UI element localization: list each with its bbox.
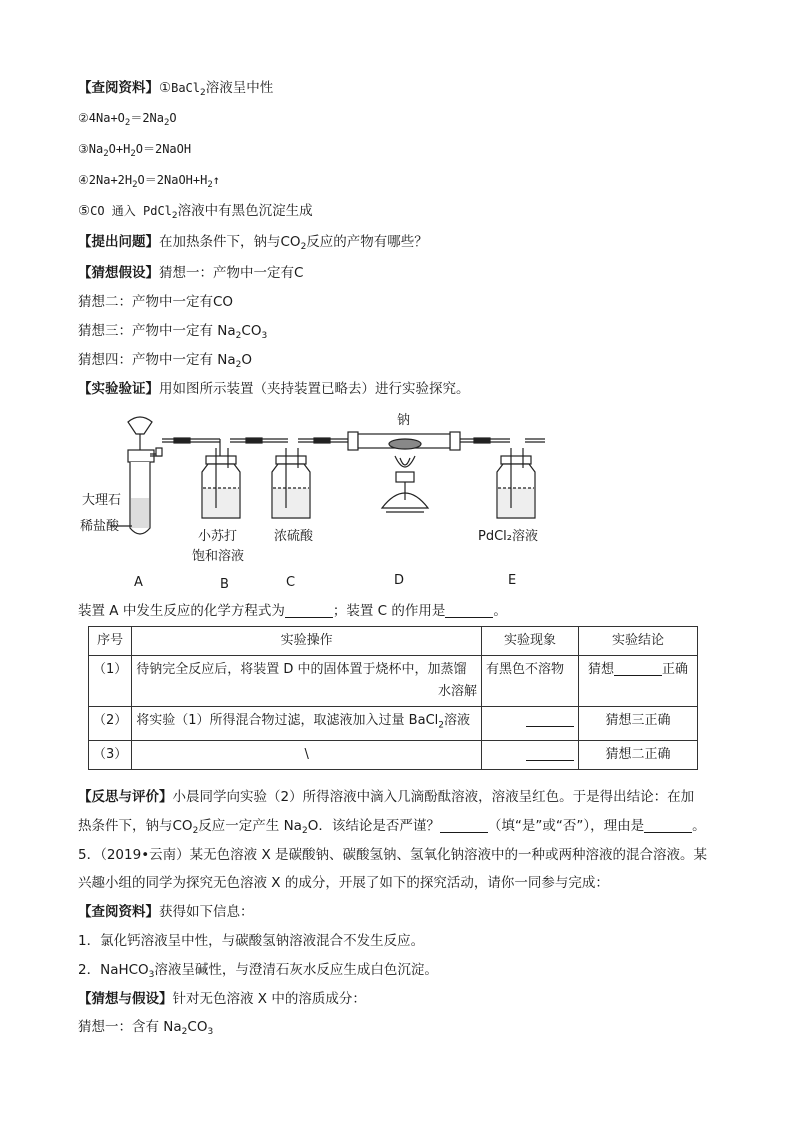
line-hypothesis <box>78 263 303 283</box>
line-experiment <box>78 379 470 399</box>
row-conclusion: 猜想二正确 <box>579 740 698 769</box>
letter-c: C <box>286 575 296 590</box>
section-heading: 【提出问题】 <box>78 234 159 250</box>
formula: ↑ <box>212 173 221 187</box>
text: 小晨同学向实验（2）所得溶液中滴入几滴酚酞溶液，溶液呈红色。于是得出结论：在加 <box>172 789 695 805</box>
text: CO <box>241 323 262 339</box>
text: 溶液呈碱性，与澄清石灰水反应生成白色沉淀。 <box>154 962 438 978</box>
formula: Na <box>88 142 104 156</box>
line-question <box>78 232 428 252</box>
bottle-c <box>272 448 310 518</box>
header-conclusion: 实验结论 <box>579 627 698 656</box>
subscript: 2 <box>438 720 444 731</box>
text: 待钠完全反应后，将装置 D 中的固体置于烧杯中，加蒸馏 <box>136 662 467 677</box>
row-conclusion <box>579 656 698 707</box>
line-info-1 <box>78 931 424 951</box>
text: 反应的产物有哪些？ <box>306 234 428 250</box>
text: 溶液 <box>444 713 471 728</box>
label-acid: 稀盐酸 <box>80 519 120 534</box>
answer-blank[interactable] <box>445 603 493 618</box>
text: 兴趣小组的同学为探究无色溶液 X 的成分，开展了如下的探究活动，请你一同参与完成： <box>78 875 609 891</box>
text: O <box>241 352 253 368</box>
row-number: （1） <box>89 656 132 707</box>
subscript: 2 <box>124 118 131 128</box>
section-heading: 【查阅资料】 <box>78 80 159 96</box>
table-row <box>89 707 698 741</box>
text: 猜想 <box>587 662 614 677</box>
formula: O＝2NaOH+H <box>137 173 208 187</box>
line-equation-3 <box>78 139 191 159</box>
header-observation: 实验现象 <box>482 627 579 656</box>
table-row <box>89 740 698 769</box>
row-conclusion: 猜想三正确 <box>579 707 698 741</box>
answer-blank[interactable] <box>614 661 662 676</box>
text: CO 通入 PdCl <box>90 204 172 218</box>
subscript: 2 <box>300 242 307 252</box>
item-number: ⑤ <box>78 203 91 219</box>
text: CO <box>187 1019 208 1035</box>
line-info-2 <box>78 960 438 980</box>
subscript: 2 <box>200 88 206 98</box>
subscript: 2 <box>164 118 170 128</box>
text: 猜想二：产物中一定有CO <box>78 294 234 310</box>
subscript: 2 <box>301 826 308 836</box>
text: 反应一定产生 Na <box>198 818 302 834</box>
text: 。 <box>493 603 507 619</box>
section-heading: 【查阅资料】 <box>78 904 159 920</box>
line-hypothesis-section <box>78 989 366 1009</box>
label-bottle-e: PdCl₂溶液 <box>478 529 538 544</box>
row-number: （2） <box>89 707 132 741</box>
formula: BaCl <box>171 81 201 95</box>
line-reflection-2 <box>78 816 706 836</box>
formula: O+H <box>108 142 131 156</box>
row-observation: 有黑色不溶物 <box>482 656 579 707</box>
header-no: 序号 <box>89 627 132 656</box>
row-number: （3） <box>89 740 132 769</box>
header-operation: 实验操作 <box>132 627 482 656</box>
letter-e: E <box>508 573 517 588</box>
answer-blank[interactable] <box>526 712 574 727</box>
text: ；装置 C 的作用是 <box>332 603 446 619</box>
text: 溶液中有黑色沉淀生成 <box>177 203 313 219</box>
formula: ＝2Na <box>130 111 164 125</box>
bottle-e <box>497 448 535 518</box>
item-number: ① <box>159 80 172 96</box>
row-operation <box>132 656 482 707</box>
subscript: 2 <box>192 826 199 836</box>
text: 1．氯化钙溶液呈中性，与碳酸氢钠溶液混合不发生反应。 <box>78 933 425 949</box>
experiment-table <box>88 626 698 770</box>
section-heading: 【猜想与假设】 <box>78 991 173 1007</box>
text: 猜想四：产物中一定有 Na <box>78 352 236 368</box>
text: 在加热条件下，钠与CO <box>159 234 301 250</box>
apparatus-d <box>348 432 460 512</box>
line-question-5-cont <box>78 873 609 893</box>
letter-a: A <box>134 575 143 590</box>
section-heading: 【反思与评价】 <box>78 789 173 805</box>
row-operation: \ <box>132 740 482 769</box>
line-hypothesis-4 <box>78 350 252 370</box>
subscript: 2 <box>235 360 242 370</box>
text: 将实验（1）所得混合物过滤，取滤液加入过量 BaCl <box>136 713 439 728</box>
formula: 4Na+O <box>88 111 125 125</box>
line-reference-info <box>78 78 273 98</box>
line-questions-a-c <box>78 601 507 621</box>
text: 装置 A 中发生反应的化学方程式为 <box>78 603 285 619</box>
item-number: ③ <box>78 142 89 156</box>
table-row <box>89 656 698 707</box>
subscript: 2 <box>171 211 178 221</box>
apparatus-a <box>110 417 162 534</box>
line-equation-2 <box>78 108 177 128</box>
text: 正确 <box>662 662 689 677</box>
answer-blank[interactable] <box>526 746 574 761</box>
label-bottle-b-1: 小苏打 <box>198 529 238 544</box>
table-header-row <box>89 627 698 656</box>
subscript: 2 <box>207 180 213 190</box>
text: （填“是”或“否”），理由是 <box>487 818 645 834</box>
answer-blank[interactable] <box>440 818 488 833</box>
text: 。 <box>692 818 706 834</box>
text: 针对无色溶液 X 中的溶质成分： <box>172 991 366 1007</box>
line-reflection <box>78 787 694 807</box>
text: O．该结论是否严谨？ <box>307 818 440 834</box>
text: 用如图所示装置（夹持装置已略去）进行实验探究。 <box>159 381 470 397</box>
formula: O＝2NaOH <box>135 142 192 156</box>
subscript: 2 <box>130 149 136 159</box>
formula: O <box>169 111 177 125</box>
line-hypothesis-2 <box>78 292 233 312</box>
answer-blank[interactable] <box>285 603 333 618</box>
answer-blank[interactable] <box>644 818 692 833</box>
subscript: 3 <box>148 970 155 980</box>
text: 5．（2019•云南）某无色溶液 X 是碳酸钠、碳酸氢钠、氢氧化钠溶液中的一种或两种溶液的混合溶液。某 <box>78 847 707 863</box>
text: 水溶解 <box>437 684 477 699</box>
text: 2．NaHCO <box>78 962 149 978</box>
subscript: 2 <box>132 180 138 190</box>
subscript: 2 <box>103 149 109 159</box>
label-sodium: 钠 <box>397 413 411 428</box>
subscript: 2 <box>235 331 242 341</box>
row-observation <box>482 707 579 741</box>
row-observation <box>482 740 579 769</box>
text: 获得如下信息： <box>159 904 254 920</box>
letter-b: B <box>220 577 229 592</box>
apparatus-diagram <box>70 408 560 598</box>
line-guess-1 <box>78 1017 213 1037</box>
section-heading: 【猜想假设】 <box>78 265 159 281</box>
subscript: 3 <box>261 331 268 341</box>
line-equation-4 <box>78 170 220 190</box>
label-bottle-c: 浓硫酸 <box>274 529 314 544</box>
label-marble: 大理石 <box>82 493 122 508</box>
line-reference-info-2 <box>78 902 254 922</box>
text: 猜想三：产物中一定有 Na <box>78 323 236 339</box>
text: 猜想一：产物中一定有C <box>159 265 304 281</box>
text: 热条件下，钠与CO <box>78 818 193 834</box>
item-number: ② <box>78 111 89 125</box>
text: 猜想一：含有 Na <box>78 1019 182 1035</box>
bottle-b <box>202 448 240 518</box>
line-hypothesis-3 <box>78 321 267 341</box>
formula: 2Na+2H <box>88 173 133 187</box>
section-heading: 【实验验证】 <box>78 381 159 397</box>
row-operation <box>132 707 482 741</box>
text: 溶液呈中性 <box>205 80 274 96</box>
label-bottle-b-2: 饱和溶液 <box>192 549 245 564</box>
line-question-5 <box>78 845 707 865</box>
subscript: 3 <box>207 1027 214 1037</box>
item-number: ④ <box>78 173 89 187</box>
letter-d: D <box>394 573 405 588</box>
line-reference-5 <box>78 201 313 221</box>
subscript: 2 <box>181 1027 188 1037</box>
